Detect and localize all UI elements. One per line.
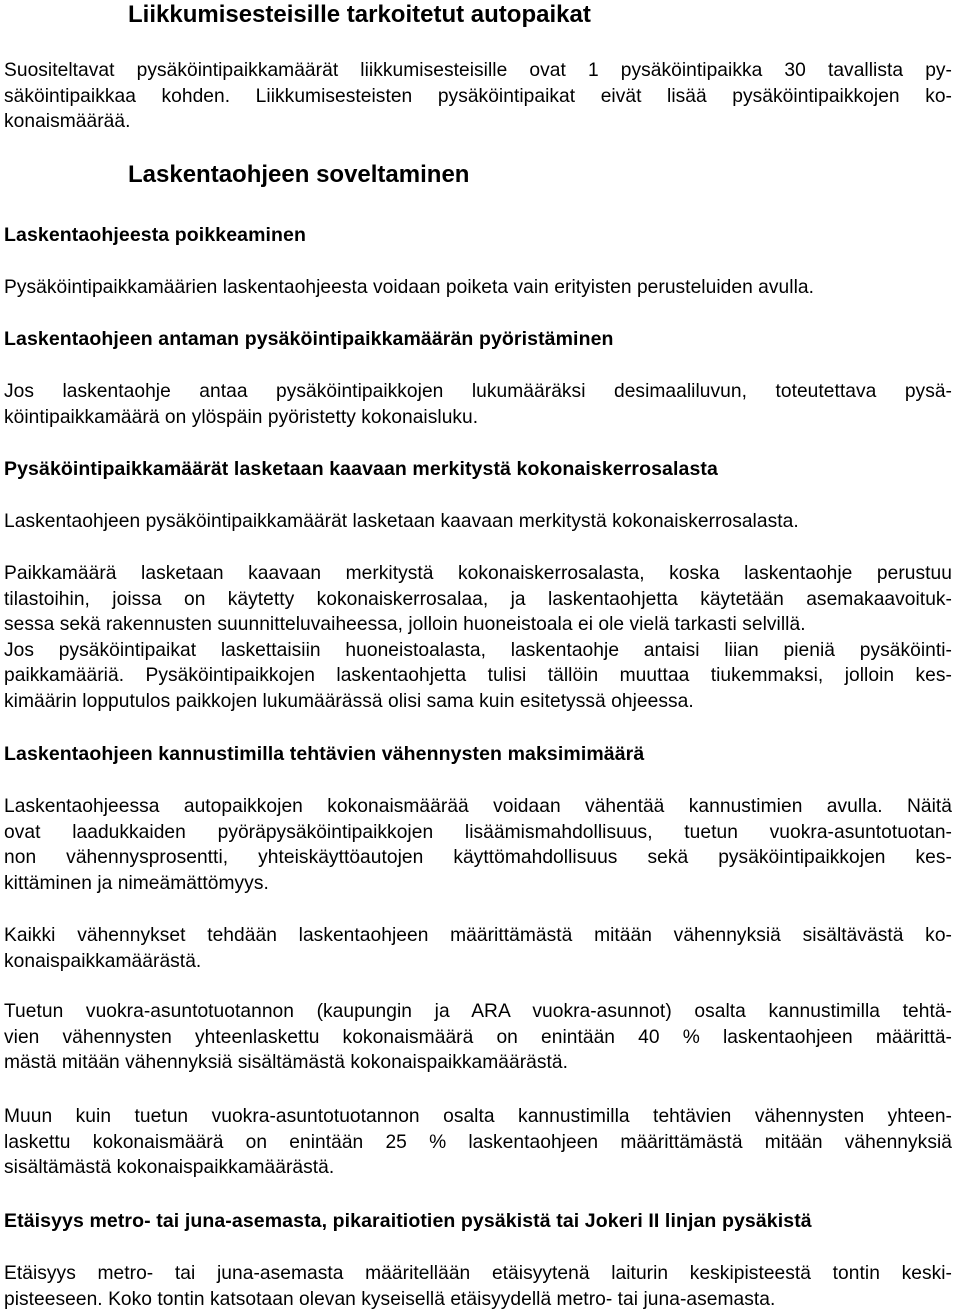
paragraph-reductions-1	[4, 794, 952, 896]
paragraph-accessible-parking	[4, 58, 952, 135]
text-line: tilastoihin, joissa on käytetty kokonaiskerrosalaa, ja laskentaohjetta käytetään asemakaavoituk-	[4, 588, 952, 610]
paragraph-deviation	[4, 275, 952, 301]
paragraph-distance	[4, 1261, 952, 1312]
heading-deviation: Laskentaohjeesta poikkeaminen	[4, 224, 307, 246]
text-line: paikkamääriä. Pysäköintipaikkojen laskentaohjetta tulisi tällöin muuttaa tiukemmaksi, jolloin kes-	[4, 665, 952, 686]
section-title-application: Laskentaohjeen soveltaminen	[128, 161, 470, 188]
text-line: Jos laskentaohje antaa pysäköintipaikkojen lukumääräksi desimaaliluvun, toteutettava pysä-	[4, 381, 952, 402]
text-line: Laskentaohjeessa autopaikkojen kokonaismäärää voidaan vähentää kannustimien avulla. Näitä	[4, 796, 952, 817]
heading-floor-area: Pysäköintipaikkamäärät lasketaan kaavaan merkitystä kokonaiskerrosalasta	[4, 458, 718, 480]
text-line: Paikkamäärä lasketaan kaavaan merkitystä kokonaiskerrosalasta, koska laskentaohje perustuu	[4, 563, 952, 584]
text-line: konaispaikkamäärästä.	[4, 950, 202, 972]
text-line: Pysäköintipaikkamäärien laskentaohjeesta voidaan poiketa vain erityisten perusteluiden avulla.	[4, 277, 814, 298]
text-line: Laskentaohjeen pysäköintipaikkamäärät lasketaan kaavaan merkitystä kokonaiskerrosalasta.	[4, 511, 799, 532]
text-line: sessa sekä rakennusten suunnitteluvaiheessa, jolloin huoneistoala ei ole vielä tarkasti selvillä.	[4, 614, 806, 635]
text-line: Kaikki vähennykset tehdään laskentaohjeen määrittämästä mitään vähennyksiä sisältävästä ko-	[4, 925, 952, 946]
paragraph-reductions-2	[4, 923, 952, 974]
text-line: mästä mitään vähennyksiä sisältämästä kokonaispaikkamäärästä.	[4, 1052, 569, 1073]
paragraph-floor-area-1	[4, 509, 952, 535]
paragraph-reductions-4	[4, 1104, 952, 1181]
text-line: säköintipaikkaa kohden. Liikkumisesteisten pysäköintipaikat eivät lisää pysäköintipaikkojen ko-	[4, 85, 952, 107]
heading-reductions: Laskentaohjeen kannustimilla tehtävien vähennysten maksimimäärä	[4, 743, 645, 765]
heading-rounding: Laskentaohjeen antaman pysäköintipaikkamäärän pyöristäminen	[4, 328, 614, 350]
paragraph-rounding	[4, 379, 952, 430]
text-line: sisältämästä kokonaispaikkamäärästä.	[4, 1157, 335, 1178]
text-line: Etäisyys metro- tai juna-asemasta määritellään etäisyytenä laiturin keskipisteestä tontin keski-	[4, 1263, 952, 1284]
text-line: laskettu kokonaismäärä on enintään 25 % laskentaohjeen määrittämästä mitään vähennyksiä	[4, 1131, 952, 1153]
text-line: ovat laadukkaiden pyöräpysäköintipaikkojen lisäämismahdollisuus, tuetun vuokra-asuntotuotan-	[4, 821, 952, 843]
paragraph-reductions-3	[4, 999, 952, 1076]
text-line: vien vähennysten yhteenlaskettu kokonaismäärä on enintään 40 % laskentaohjeen määrittä-	[4, 1026, 952, 1048]
text-line: köintipaikkamäärä on ylöspäin pyöristetty kokonaisluku.	[4, 406, 479, 428]
text-line: Muun kuin tuetun vuokra-asuntotuotannon osalta kannustimilla tehtävien vähennysten yhteen-	[4, 1106, 952, 1127]
text-line: Tuetun vuokra-asuntotuotannon (kaupungin ja ARA vuokra-asunnot) osalta kannustimilla tehtä-	[4, 1001, 952, 1022]
paragraph-floor-area-2	[4, 561, 952, 714]
text-line: Suositeltavat pysäköintipaikkamäärät liikkumisesteisille ovat 1 pysäköintipaikka 30 tavallista py-	[4, 60, 952, 81]
text-line: kimäärin lopputulos paikkojen lukumäärässä olisi sama kuin esitetyssä ohjeessa.	[4, 690, 694, 712]
section-title-accessible-parking: Liikkumisesteisille tarkoitetut autopaikat	[128, 1, 591, 28]
text-line: pisteeseen. Koko tontin katsotaan olevan kyseisellä etäisyydellä metro- tai juna-asemasta.	[4, 1288, 776, 1310]
text-line: Jos pysäköintipaikat laskettaisiin huoneistoalasta, laskentaohje antaisi liian pieniä pysäköinti-	[4, 639, 952, 661]
text-line: kittäminen ja nimeämättömyys.	[4, 872, 269, 894]
text-line: konaismäärää.	[4, 111, 131, 132]
text-line: non vähennysprosentti, yhteiskäyttöautojen käyttömahdollisuus sekä pysäköintipaikkojen kes-	[4, 847, 952, 868]
heading-distance: Etäisyys metro- tai juna-asemasta, pikaraitiotien pysäkistä tai Jokeri II linjan pysäkistä	[4, 1210, 812, 1232]
